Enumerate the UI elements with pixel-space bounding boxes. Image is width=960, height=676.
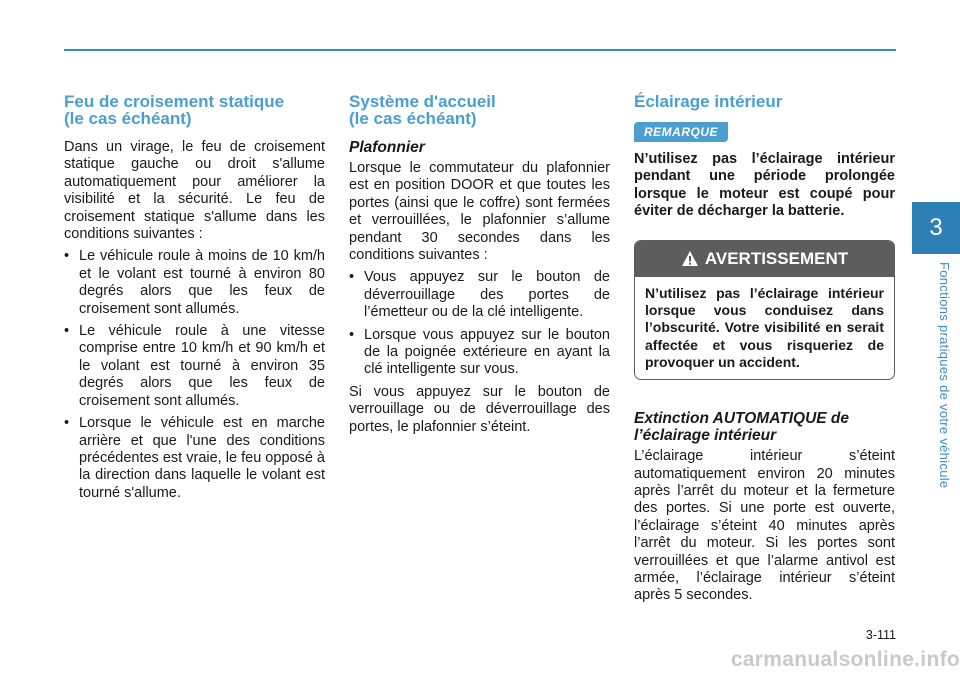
subtitle-line-1: Extinction AUTOMATIQUE de <box>634 410 849 428</box>
section-title-systeme-accueil <box>349 93 610 127</box>
bullet-icon: • <box>64 415 70 432</box>
subtitle-extinction-automatique <box>634 410 895 444</box>
subtitle-line-2: l’éclairage intérieur <box>634 427 777 445</box>
section-title-eclairage-interieur: Éclairage intérieur <box>634 92 783 111</box>
warning-triangle-icon <box>681 244 699 280</box>
list-item: • Le véhicule roule à moins de 10 km/h et le volant est tourné à environ 80 degrés alors que les feux de croisement sont allumés. <box>64 248 325 317</box>
page-number: 3-111 <box>865 628 896 642</box>
subtitle-plafonnier: Plafonnier <box>349 139 425 156</box>
list-item: • Lorsque vous appuyez sur le bouton de la poignée extérieure en ayant la clé intelligente sur vous. <box>349 326 610 378</box>
title-line-2: (le cas échéant) <box>349 109 477 128</box>
bullet-icon: • <box>349 326 355 343</box>
outro-paragraph: Si vous appuyez sur le bouton de verrouillage ou de déverrouillage des portes, le plafonnier s’éteint. <box>349 383 610 435</box>
title-line-2: (le cas échéant) <box>64 109 192 128</box>
bullet-icon: • <box>64 248 70 265</box>
column-eclairage-interieur <box>634 93 895 610</box>
intro-paragraph: Dans un virage, le feu de croisement statique gauche ou droit s'allume automatiquement pour améliorer la visibilité et la sécurité. Le feu de croisement statique s'allume dans les conditions suivantes : <box>64 139 325 243</box>
watermark: carmanualsonline.info <box>730 648 960 671</box>
list-item: • Vous appuyez sur le bouton de déverrouillage des portes de l’émetteur ou de la clé intelligente. <box>349 269 610 321</box>
list-item: • Lorsque le véhicule est en marche arrière et que l'une des conditions précédentes est vraie, le feu opposé à la direction dans laquelle le volant est tourné s'allume. <box>64 415 325 501</box>
conditions-list <box>349 269 610 378</box>
chapter-tab: 3 <box>912 202 960 254</box>
list-item: • Le véhicule roule à une vitesse comprise entre 10 km/h et 90 km/h et le volant est tourné à environ 35 degrés alors que les feux de croisement sont allumés. <box>64 323 325 409</box>
section-title-feu-de-croisement <box>64 93 325 127</box>
bullet-icon: • <box>64 323 70 340</box>
title-line-1: Système d'accueil <box>349 92 496 111</box>
bullet-icon: • <box>349 269 355 286</box>
warning-text: N’utilisez pas l’éclairage intérieur lorsque vous conduisez dans l’obscurité. Votre visibilité en serait affectée et vous risqueriez de provoquer un accident. <box>645 284 884 370</box>
warning-header <box>635 241 894 277</box>
column-feu-de-croisement <box>64 93 325 507</box>
remarque-badge: REMARQUE <box>634 122 728 142</box>
title-line-1: Feu de croisement statique <box>64 92 285 111</box>
column-systeme-accueil <box>349 93 610 441</box>
chapter-label: Fonctions pratiques de votre véhicule <box>937 262 952 489</box>
conditions-list <box>64 248 325 502</box>
intro-paragraph: Lorsque le commutateur du plafonnier est en position DOOR et que toutes les portes (ainsi que le coffre) sont fermées et verrouillées, le plafonnier s’allume pendant 30 secondes dans les conditions suivantes : <box>349 160 610 264</box>
remarque-note: N’utilisez pas l’éclairage intérieur pendant une période prolongée lorsque le moteur est coupé pour éviter de décharger la batterie. <box>634 151 895 220</box>
warning-box <box>634 240 895 380</box>
extinction-paragraph: L’éclairage intérieur s’éteint automatiquement environ 20 minutes après l’arrêt du moteur et la fermeture des portes. Si une porte est ouverte, l’éclairage s’éteint 40 minutes après l’arrêt du moteur. Si les portes sont verrouillées et que l’alarme antivol est armée, l’éclairage intérieur s’éteint après 5 secondes. <box>634 448 895 604</box>
top-rule <box>64 49 896 51</box>
warning-heading: AVERTISSEMENT <box>704 248 849 268</box>
